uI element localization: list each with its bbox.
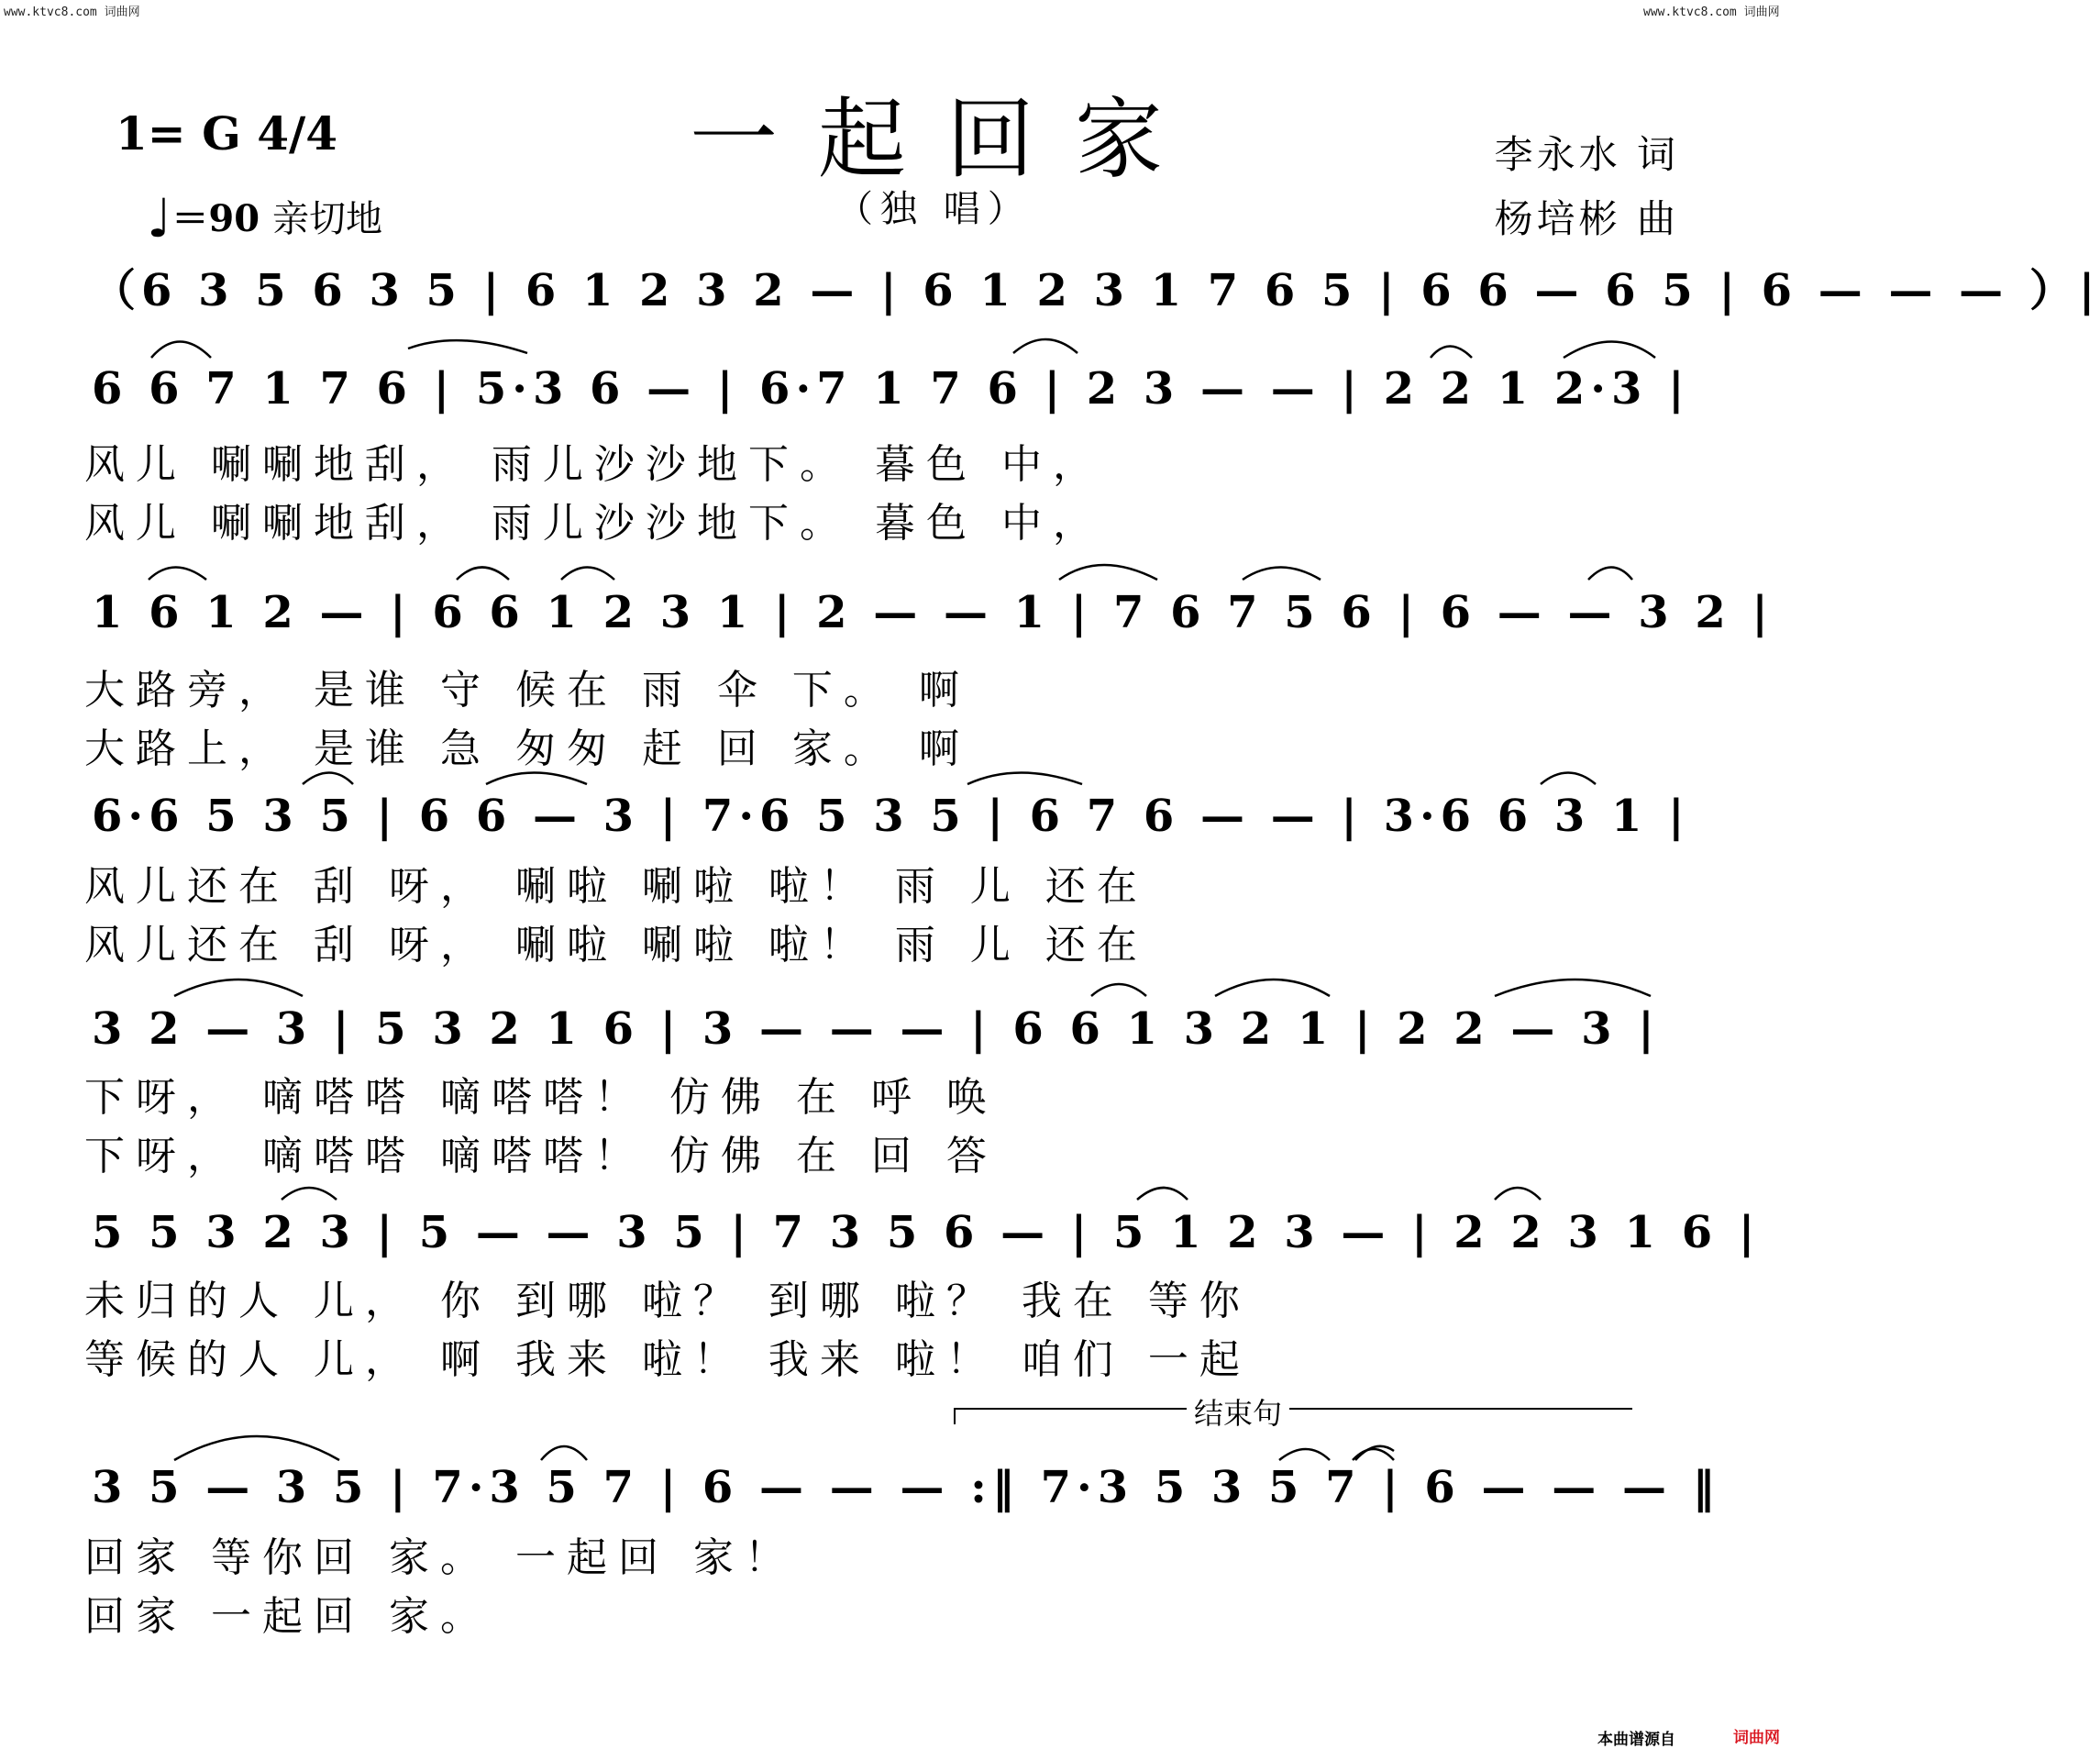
tempo-value: ＝90	[171, 197, 260, 240]
notation-row-6: 3 5 — 3 5 | 7·3 5 7 | 6 — — — :‖ 7·3 5 3 5 7 | 6 — — — ‖	[92, 1462, 1720, 1513]
lyric-row-1-verse-2: 风儿 唰唰地刮， 雨儿沙沙地下。 暮色 中，	[84, 500, 1104, 547]
lyric-row-4-verse-2: 下呀， 嘀嗒嗒 嘀嗒嗒！ 仿佛 在 回 答	[84, 1133, 998, 1179]
tempo-expression: 亲切地	[271, 198, 382, 240]
page-title: 一起回家	[690, 88, 1203, 191]
notation-row-5: 5 5 3 2 3 | 5 — — 3 5 | 7 3 5 6 — | 5 1 2 3 — | 2 2 3 1 6 |	[92, 1207, 1761, 1258]
coda-label: 结束句	[1187, 1390, 1289, 1433]
tempo-marking	[147, 187, 382, 249]
quarter-note-icon: ♩	[147, 187, 172, 249]
notation-row-2: 1 6 1 2 — | 6 6 1 2 3 1 | 2 — — 1 | 7 6 7 5 6 | 6 — — 3 2 |	[92, 587, 1774, 638]
notation-row-4: 3 2 — 3 | 5 3 2 1 6 | 3 — — — | 6 6 1 3 2 1 | 2 2 — 3 |	[92, 1003, 1660, 1055]
lyric-row-2-verse-2: 大路上， 是谁 急 匆匆 赶 回 家。 啊	[84, 725, 970, 772]
page-subtitle: （独 唱）	[836, 188, 1032, 230]
lyricist-credit: 李永水 词	[1494, 132, 1679, 177]
lyric-row-4-verse-1: 下呀， 嘀嗒嗒 嘀嗒嗒！ 仿佛 在 呼 唤	[84, 1074, 998, 1121]
lyric-row-1-verse-1: 风儿 唰唰地刮， 雨儿沙沙地下。 暮色 中，	[84, 441, 1104, 488]
watermark-top-left: www.ktvc8.com 词曲网	[4, 6, 140, 19]
coda-bracket	[954, 1394, 1647, 1431]
lyric-row-2-verse-1: 大路旁， 是谁 守 候在 雨 伞 下。 啊	[84, 667, 970, 714]
notation-row-intro: （6 3 5 6 3 5 | 6 1 2 3 2 — | 6 1 2 3 1 7 6 5 | 6 6 — 6 5 | 6 — — — ）|	[92, 265, 2100, 316]
key-signature: 1= G 4/4	[116, 106, 338, 161]
lyric-row-3-verse-1: 风儿还在 刮 呀， 唰啦 唰啦 啦！ 雨 儿 还在	[84, 863, 1148, 910]
watermark-top-right: www.ktvc8.com 词曲网	[1643, 6, 1780, 19]
footer-site-link[interactable]: 词曲网	[1733, 1729, 1780, 1747]
lyric-row-6-verse-1: 回家 等你回 家。 一起回 家！	[84, 1534, 796, 1581]
lyric-row-3-verse-2: 风儿还在 刮 呀， 唰啦 唰啦 啦！ 雨 儿 还在	[84, 922, 1148, 969]
notation-row-3: 6·6 5 3 5 | 6 6 — 3 | 7·6 5 3 5 | 6 7 6 — — | 3·6 6 3 1 |	[92, 791, 1690, 842]
lyric-row-6-verse-2: 回家 一起回 家。	[84, 1593, 492, 1640]
lyric-row-5-verse-2: 等候的人 儿， 啊 我来 啦！ 我来 啦！ 咱们 一起	[84, 1336, 1251, 1383]
lyric-row-5-verse-1: 未归的人 儿， 你 到哪 啦？ 到哪 啦？ 我在 等你	[84, 1278, 1251, 1324]
notation-row-1: 6 6 7 1 7 6 | 5·3 6 — | 6·7 1 7 6 | 2 3 — — | 2 2 1 2·3 |	[92, 363, 1690, 415]
composer-credit: 杨培彬 曲	[1494, 196, 1679, 241]
footer-source-text: 本曲谱源自	[1597, 1731, 1675, 1749]
